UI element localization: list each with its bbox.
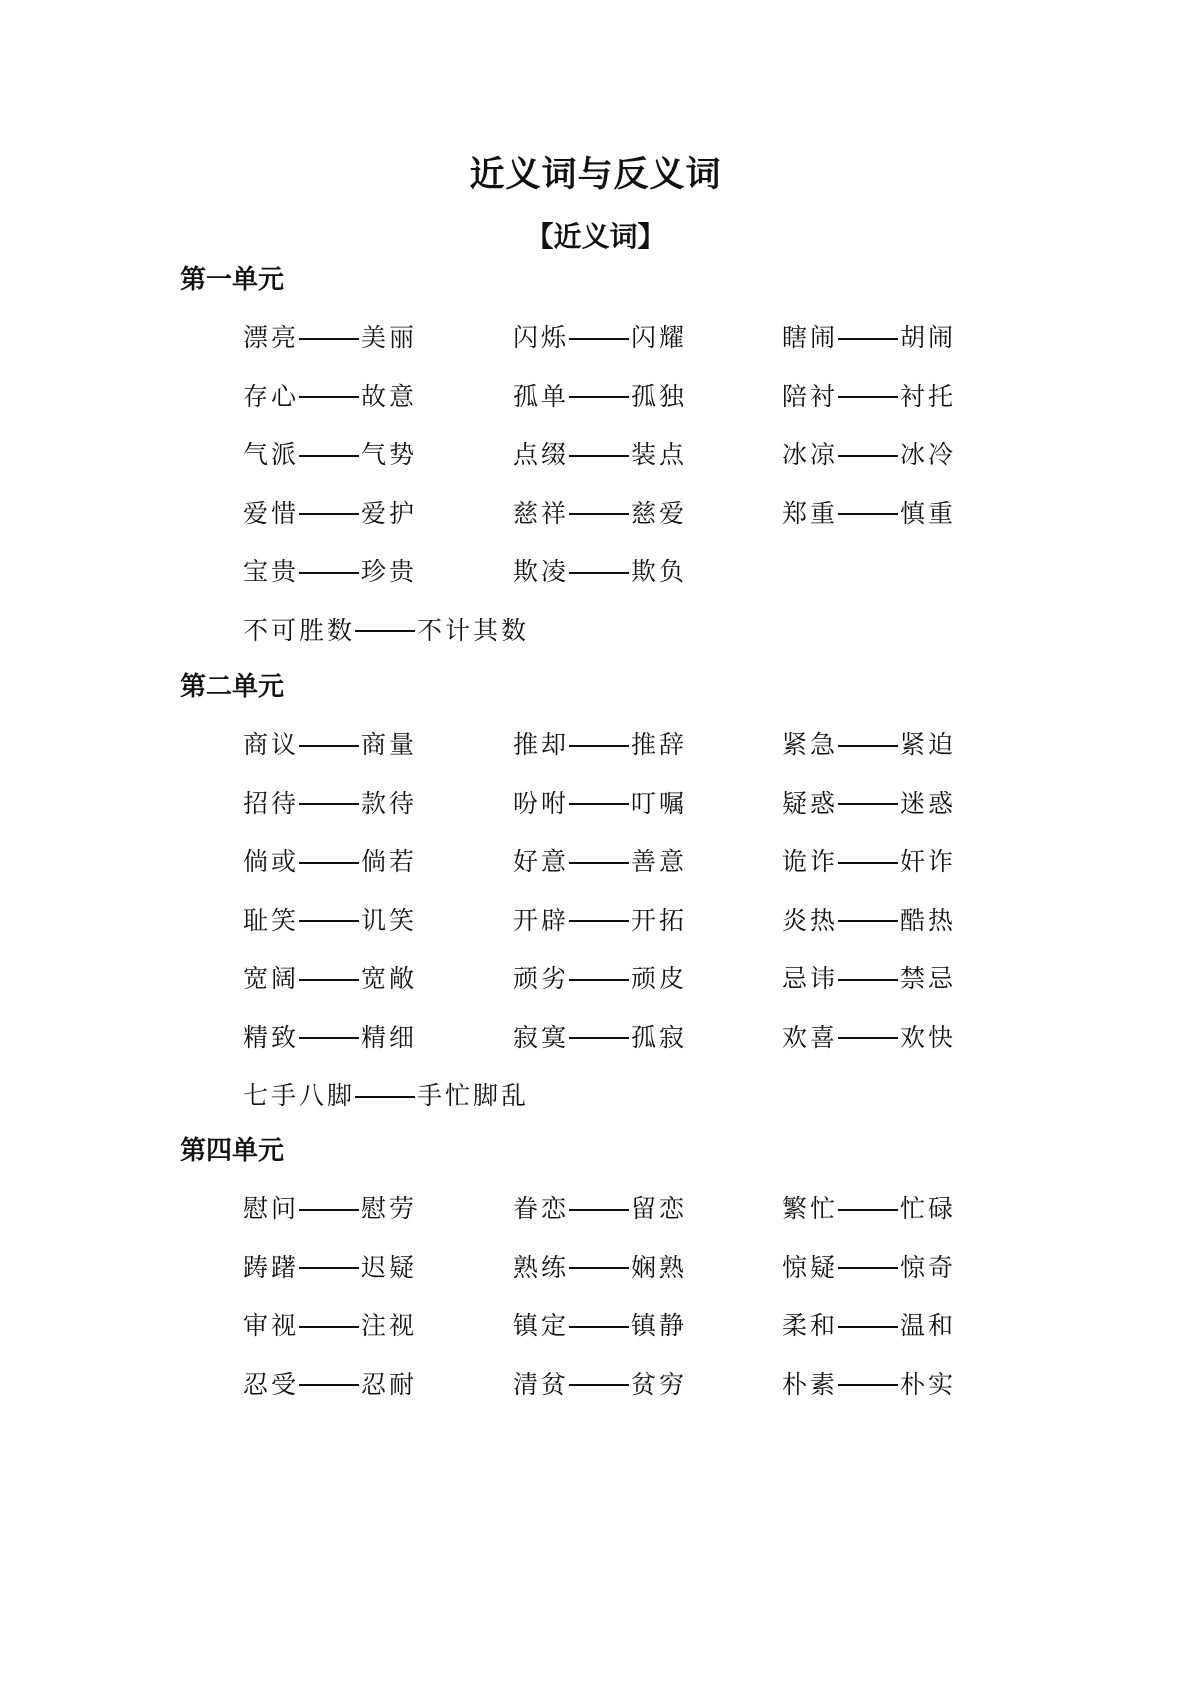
synonym-word: 紧迫: [900, 730, 957, 759]
synonym-word: 注视: [361, 1311, 418, 1340]
synonym-pair: [513, 959, 687, 999]
synonym-word: 迟疑: [361, 1252, 418, 1282]
word: 开辟: [513, 905, 570, 935]
synonym-pair: [243, 552, 417, 592]
synonym-pair: [782, 959, 956, 999]
word: 欺凌: [513, 557, 570, 586]
section-heading: 第一单元: [180, 265, 285, 295]
synonym-pair: [513, 784, 687, 824]
synonym-pair: [513, 552, 687, 592]
synonym-pair: [782, 842, 956, 882]
synonym-pair: [513, 901, 687, 941]
synonym-row: [0, 1248, 1191, 1288]
synonym-word: 装点: [631, 440, 688, 469]
synonym-word: 迷惑: [900, 788, 957, 818]
synonym-word: 顽皮: [631, 964, 688, 993]
section-subtitle: 【近义词】: [525, 220, 666, 253]
dash-separator: [569, 1209, 629, 1211]
word: 镇定: [513, 1311, 570, 1340]
word: 忌讳: [782, 964, 839, 993]
synonym-row: [0, 611, 1191, 651]
dash-separator: [838, 396, 898, 398]
word: 漂亮: [243, 323, 300, 352]
word: 郑重: [782, 498, 839, 528]
word: 清贫: [513, 1369, 570, 1399]
word: 好意: [513, 847, 570, 876]
synonym-pair: [782, 1306, 956, 1346]
synonym-row: [0, 435, 1191, 475]
synonym-pair: [513, 435, 687, 475]
synonym-word: 禁忌: [900, 964, 957, 993]
synonym-word: 胡闹: [900, 323, 957, 352]
synonym-word: 气势: [361, 440, 418, 469]
synonym-pair: [782, 725, 956, 765]
synonym-word: 镇静: [631, 1311, 688, 1340]
word: 陪衬: [782, 381, 839, 411]
dash-separator: [838, 745, 898, 747]
synonym-word: 酷热: [900, 905, 957, 935]
word: 审视: [243, 1311, 300, 1340]
dash-separator: [569, 862, 629, 864]
synonym-pair: [513, 1018, 687, 1058]
dash-separator: [355, 1096, 415, 1098]
synonym-word: 爱护: [361, 498, 418, 528]
word: 熟练: [513, 1252, 570, 1282]
synonym-word: 美丽: [361, 323, 418, 352]
dash-separator: [299, 396, 359, 398]
synonym-word: 冰冷: [900, 440, 957, 469]
word: 商议: [243, 730, 300, 759]
synonym-row: [0, 842, 1191, 882]
word: 宝贵: [243, 557, 300, 586]
synonym-pair: [513, 1248, 687, 1288]
synonym-row: [0, 1018, 1191, 1058]
synonym-pair: [243, 959, 417, 999]
word: 踌躇: [243, 1252, 300, 1282]
synonym-row: [0, 1306, 1191, 1346]
dash-separator: [299, 920, 359, 922]
synonym-word: 故意: [361, 381, 418, 411]
synonym-pair: [513, 1365, 687, 1405]
dash-separator: [569, 803, 629, 805]
synonym-row: [0, 725, 1191, 765]
synonym-row: [0, 959, 1191, 999]
synonym-row: [0, 552, 1191, 592]
synonym-pair: [243, 901, 417, 941]
synonym-pair: [782, 435, 956, 475]
dash-separator: [838, 1326, 898, 1328]
word: 紧急: [782, 730, 839, 759]
dash-separator: [299, 1267, 359, 1269]
dash-separator: [299, 745, 359, 747]
synonym-word: 贫穷: [631, 1369, 688, 1399]
synonym-word: 珍贵: [361, 557, 418, 586]
word: 推却: [513, 730, 570, 759]
word: 诡诈: [782, 847, 839, 876]
dash-separator: [299, 1326, 359, 1328]
synonym-word: 慰劳: [361, 1194, 418, 1223]
synonym-word: 叮嘱: [631, 788, 688, 818]
word: 瞎闹: [782, 323, 839, 352]
word: 不可胜数: [243, 615, 356, 645]
word: 惊疑: [782, 1252, 839, 1282]
synonym-pair: [782, 494, 956, 534]
word: 顽劣: [513, 964, 570, 993]
word: 气派: [243, 440, 300, 469]
word: 宽阔: [243, 964, 300, 993]
word: 繁忙: [782, 1194, 839, 1223]
synonym-pair: [513, 842, 687, 882]
dash-separator: [838, 920, 898, 922]
word: 耻笑: [243, 905, 300, 935]
synonym-pair: [513, 1306, 687, 1346]
synonym-word: 朴实: [900, 1369, 957, 1399]
synonym-word: 慎重: [900, 498, 957, 528]
synonym-pair: [243, 725, 417, 765]
synonym-pair: [782, 377, 956, 417]
dash-separator: [569, 572, 629, 574]
word: 慈祥: [513, 498, 570, 528]
word: 朴素: [782, 1369, 839, 1399]
word: 欢喜: [782, 1022, 839, 1052]
dash-separator: [569, 1326, 629, 1328]
synonym-pair: [243, 842, 417, 882]
synonym-pair: [243, 784, 417, 824]
word: 爱惜: [243, 498, 300, 528]
synonym-word: 慈爱: [631, 498, 688, 528]
dash-separator: [299, 572, 359, 574]
synonym-pair: [513, 494, 687, 534]
word: 寂寞: [513, 1022, 570, 1052]
synonym-word: 推辞: [631, 730, 688, 759]
synonym-word: 精细: [361, 1022, 418, 1052]
word: 精致: [243, 1022, 300, 1052]
synonym-word: 忙碌: [900, 1194, 957, 1223]
dash-separator: [838, 1037, 898, 1039]
dash-separator: [569, 513, 629, 515]
synonym-pair: [243, 1365, 417, 1405]
synonym-word: 娴熟: [631, 1252, 688, 1282]
dash-separator: [355, 630, 415, 632]
synonym-word: 善意: [631, 847, 688, 876]
section-heading: 第四单元: [180, 1136, 285, 1166]
dash-separator: [838, 862, 898, 864]
dash-separator: [569, 396, 629, 398]
synonym-pair: [782, 318, 956, 358]
dash-separator: [838, 455, 898, 457]
synonym-word: 忍耐: [361, 1369, 418, 1399]
synonym-word: 闪耀: [631, 323, 688, 352]
word: 招待: [243, 788, 300, 818]
synonym-pair: [243, 377, 417, 417]
word: 倘或: [243, 847, 300, 876]
synonym-row: [0, 377, 1191, 417]
dash-separator: [569, 920, 629, 922]
synonym-row: [0, 494, 1191, 534]
dash-separator: [569, 338, 629, 340]
dash-separator: [569, 1267, 629, 1269]
synonym-pair: [782, 784, 956, 824]
synonym-pair: [243, 611, 529, 651]
synonym-word: 款待: [361, 788, 418, 818]
dash-separator: [838, 979, 898, 981]
word: 炎热: [782, 905, 839, 935]
synonym-pair: [243, 318, 417, 358]
word: 慰问: [243, 1194, 300, 1223]
synonym-word: 商量: [361, 730, 418, 759]
word: 点缀: [513, 440, 570, 469]
synonym-word: 奸诈: [900, 847, 957, 876]
synonym-word: 不计其数: [417, 615, 530, 645]
dash-separator: [838, 803, 898, 805]
synonym-pair: [243, 435, 417, 475]
synonym-pair: [782, 1018, 956, 1058]
word: 存心: [243, 381, 300, 411]
synonym-pair: [243, 1248, 417, 1288]
word: 眷恋: [513, 1194, 570, 1223]
dash-separator: [569, 1384, 629, 1386]
synonym-row: [0, 318, 1191, 358]
synonym-word: 惊奇: [900, 1252, 957, 1282]
word: 柔和: [782, 1311, 839, 1340]
synonym-word: 孤寂: [631, 1022, 688, 1052]
dash-separator: [569, 979, 629, 981]
dash-separator: [299, 1384, 359, 1386]
word: 忍受: [243, 1369, 300, 1399]
word: 冰凉: [782, 440, 839, 469]
dash-separator: [838, 338, 898, 340]
synonym-word: 孤独: [631, 381, 688, 411]
synonym-pair: [513, 725, 687, 765]
synonym-word: 倘若: [361, 847, 418, 876]
word: 七手八脚: [243, 1081, 356, 1110]
word: 吩咐: [513, 788, 570, 818]
synonym-pair: [243, 1306, 417, 1346]
word: 闪烁: [513, 323, 570, 352]
synonym-word: 留恋: [631, 1194, 688, 1223]
dash-separator: [299, 513, 359, 515]
dash-separator: [838, 1267, 898, 1269]
dash-separator: [838, 1209, 898, 1211]
synonym-row: [0, 1189, 1191, 1229]
synonym-pair: [243, 1076, 529, 1116]
synonym-word: 宽敞: [361, 964, 418, 993]
synonym-word: 讥笑: [361, 905, 418, 935]
synonym-pair: [782, 1365, 956, 1405]
dash-separator: [299, 979, 359, 981]
dash-separator: [838, 1384, 898, 1386]
synonym-pair: [513, 318, 687, 358]
synonym-pair: [513, 377, 687, 417]
dash-separator: [299, 803, 359, 805]
synonym-word: 欺负: [631, 557, 688, 586]
dash-separator: [838, 513, 898, 515]
dash-separator: [569, 745, 629, 747]
synonym-pair: [782, 1189, 956, 1229]
dash-separator: [299, 862, 359, 864]
synonym-row: [0, 784, 1191, 824]
synonym-pair: [243, 1018, 417, 1058]
dash-separator: [569, 1037, 629, 1039]
word: 疑惑: [782, 788, 839, 818]
synonym-word: 开拓: [631, 905, 688, 935]
synonym-pair: [782, 901, 956, 941]
word: 孤单: [513, 381, 570, 411]
synonym-pair: [782, 1248, 956, 1288]
synonym-pair: [513, 1189, 687, 1229]
synonym-row: [0, 901, 1191, 941]
synonym-pair: [243, 1189, 417, 1229]
synonym-word: 手忙脚乱: [417, 1081, 530, 1110]
synonym-pair: [243, 494, 417, 534]
dash-separator: [299, 1209, 359, 1211]
synonym-word: 衬托: [900, 381, 957, 411]
dash-separator: [569, 455, 629, 457]
dash-separator: [299, 338, 359, 340]
dash-separator: [299, 1037, 359, 1039]
synonym-word: 欢快: [900, 1022, 957, 1052]
synonym-row: [0, 1076, 1191, 1116]
synonym-row: [0, 1365, 1191, 1405]
page-title: 近义词与反义词: [469, 155, 722, 195]
dash-separator: [299, 455, 359, 457]
synonym-word: 温和: [900, 1311, 957, 1340]
section-heading: 第二单元: [180, 672, 285, 702]
